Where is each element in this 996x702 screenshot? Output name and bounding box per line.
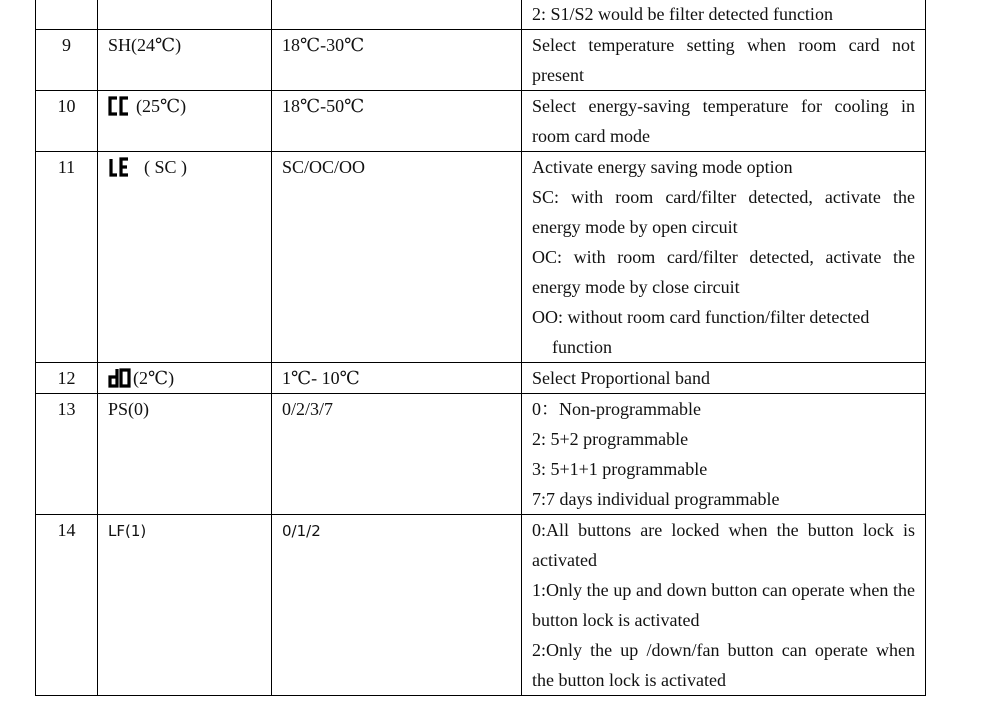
code-text: PS(0) (108, 399, 150, 419)
description-cell (522, 0, 926, 30)
row-number-cell (36, 0, 98, 30)
row-number: 10 (57, 96, 76, 116)
row-number-cell (36, 152, 98, 363)
description-line: SC: with room card/filter detected, activate the energy mode by open circuit (532, 187, 915, 237)
range-text: SC/OC/OO (282, 157, 366, 177)
row-number-cell (36, 30, 98, 91)
description-line: Select Proportional band (532, 368, 710, 388)
range-text: 0/1/2 (282, 522, 321, 540)
row-number: 9 (62, 35, 71, 55)
range-cell (272, 363, 522, 394)
code-cell (98, 0, 272, 30)
description-cell (522, 91, 926, 152)
row-number-cell (36, 363, 98, 394)
description-line: Activate energy saving mode option (532, 157, 793, 177)
parameter-table (35, 0, 926, 696)
description-line: 0：Non-programmable (532, 399, 701, 419)
row-number-cell (36, 91, 98, 152)
table-row (36, 152, 926, 363)
description-line: 2: S1/S2 would be filter detected function (532, 4, 833, 24)
description-line: 1:Only the up and down button can operate when the button lock is activated (532, 580, 915, 630)
description-line: 2:Only the up /down/fan button can operate when the button lock is activated (532, 640, 915, 690)
table-row (36, 394, 926, 515)
code-text: SH(24℃) (108, 35, 182, 55)
description-line: Select energy-saving temperature for cooling in room card mode (532, 96, 915, 146)
description-line: 3: 5+1+1 programmable (532, 459, 708, 479)
code-text: ( SC ) (144, 157, 188, 177)
code-cell (98, 394, 272, 515)
description-line: 2: 5+2 programmable (532, 429, 689, 449)
table-row (36, 0, 926, 30)
range-cell (272, 30, 522, 91)
segment-d0-icon (108, 368, 132, 388)
table-row (36, 30, 926, 91)
segment-LE-icon (108, 157, 130, 177)
description-line: Select temperature setting when room card not present (532, 35, 915, 85)
segment-CC-icon (108, 96, 130, 116)
row-number: 14 (57, 520, 76, 540)
description-line: function (552, 337, 612, 357)
description-line: OC: with room card/filter detected, activate the energy mode by close circuit (532, 247, 915, 297)
code-cell (98, 30, 272, 91)
description-line: 7:7 days individual programmable (532, 489, 780, 509)
table-row (36, 91, 926, 152)
code-text: (2℃) (133, 368, 175, 388)
row-number-cell (36, 515, 98, 696)
row-number: 12 (57, 368, 76, 388)
range-cell (272, 152, 522, 363)
description-line: 0:All buttons are locked when the button lock is activated (532, 520, 915, 570)
range-cell (272, 394, 522, 515)
range-cell (272, 0, 522, 30)
description-cell (522, 152, 926, 363)
range-text: 18℃-50℃ (282, 96, 365, 116)
description-cell (522, 515, 926, 696)
range-cell (272, 91, 522, 152)
description-cell (522, 394, 926, 515)
code-text: LF(1) (108, 522, 147, 540)
code-text: (25℃) (136, 96, 187, 116)
code-cell (98, 152, 272, 363)
description-line: OO: without room card function/filter detected (532, 307, 870, 327)
range-text: 1℃- 10℃ (282, 368, 360, 388)
description-cell (522, 30, 926, 91)
code-cell (98, 515, 272, 696)
description-cell (522, 363, 926, 394)
row-number: 11 (57, 157, 76, 177)
range-cell (272, 515, 522, 696)
range-text: 0/2/3/7 (282, 399, 334, 419)
range-text: 18℃-30℃ (282, 35, 365, 55)
row-number-cell (36, 394, 98, 515)
table-row (36, 515, 926, 696)
code-cell (98, 91, 272, 152)
table-row (36, 363, 926, 394)
row-number: 13 (57, 399, 76, 419)
code-cell (98, 363, 272, 394)
